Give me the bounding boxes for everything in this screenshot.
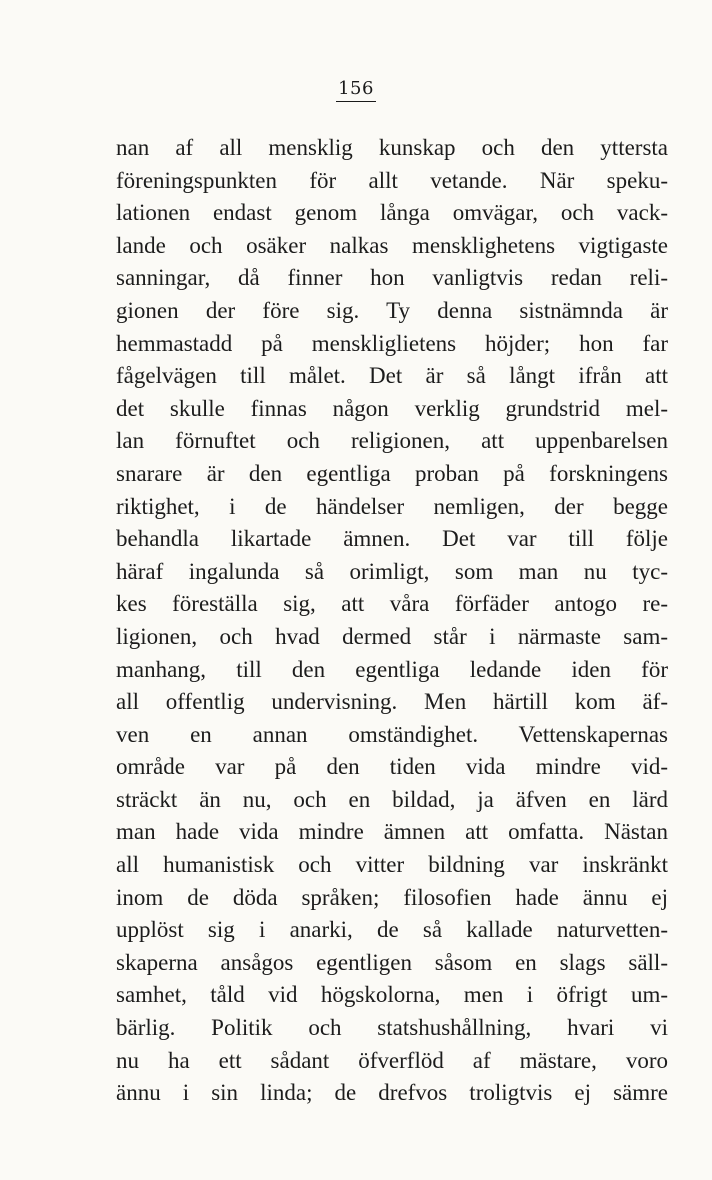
text-line: ännu i sin linda; de drefvos troligtvis ej sämre <box>116 1080 668 1106</box>
text-line: lationen endast genom långa omvägar, och vack- <box>116 200 668 226</box>
text-line: behandla likartade ämnen. Det var till följe <box>116 526 668 552</box>
text-line: lan förnuftet och religionen, att uppenbarelsen <box>116 428 668 454</box>
text-line: snarare är den egentliga proban på forskningens <box>116 460 668 486</box>
text-line: skaperna ansågos egentligen såsom en slags säll- <box>116 949 668 975</box>
text-line: fågelvägen till målet. Det är så långt ifrån att <box>116 363 668 389</box>
text-line: område var på den tiden vida mindre vid- <box>116 754 668 780</box>
text-line: nu ha ett sådant öfverflöd af mästare, voro <box>116 1047 668 1073</box>
text-line: det skulle finnas någon verklig grundstrid mel- <box>116 395 668 421</box>
text-line: samhet, tåld vid högskolorna, men i öfrigt um- <box>116 982 668 1008</box>
text-line: sanningar, då finner hon vanligtvis redan reli- <box>116 265 668 291</box>
text-line: upplöst sig i anarki, de så kallade naturvetten- <box>116 917 668 943</box>
text-line: riktighet, i de händelser nemligen, der begge <box>116 493 668 519</box>
text-line: hemmastadd på menskliglietens höjder; hon far <box>116 330 668 356</box>
text-line: all offentlig undervisning. Men härtill kom äf- <box>116 689 668 715</box>
text-line: föreningspunkten för allt vetande. När speku- <box>116 167 668 193</box>
text-line: sträckt än nu, och en bildad, ja äfven en lärd <box>116 786 668 812</box>
text-line: manhang, till den egentliga ledande iden för <box>116 656 668 682</box>
page-number <box>0 78 712 102</box>
text-line: gionen der före sig. Ty denna sistnämnda är <box>116 297 668 323</box>
text-line: man hade vida mindre ämnen att omfatta. Nästan <box>116 819 668 845</box>
text-line: kes föreställa sig, att våra förfäder antogo re- <box>116 591 668 617</box>
page-number-text: 156 <box>336 78 376 102</box>
text-line: ven en annan omständighet. Vettenskapernas <box>116 721 668 747</box>
text-line: all humanistisk och vitter bildning var inskränkt <box>116 852 668 878</box>
text-line: bärlig. Politik och statshushållning, hvari vi <box>116 1015 668 1041</box>
text-line: inom de döda språken; filosofien hade ännu ej <box>116 884 668 910</box>
body-text <box>116 132 668 1110</box>
text-line: häraf ingalunda så orimligt, som man nu tyc- <box>116 558 668 584</box>
text-line: ligionen, och hvad dermed står i närmaste sam- <box>116 623 668 649</box>
text-line: lande och osäker nalkas mensklighetens vigtigaste <box>116 232 668 258</box>
text-line: nan af all mensklig kunskap och den yttersta <box>116 135 668 160</box>
